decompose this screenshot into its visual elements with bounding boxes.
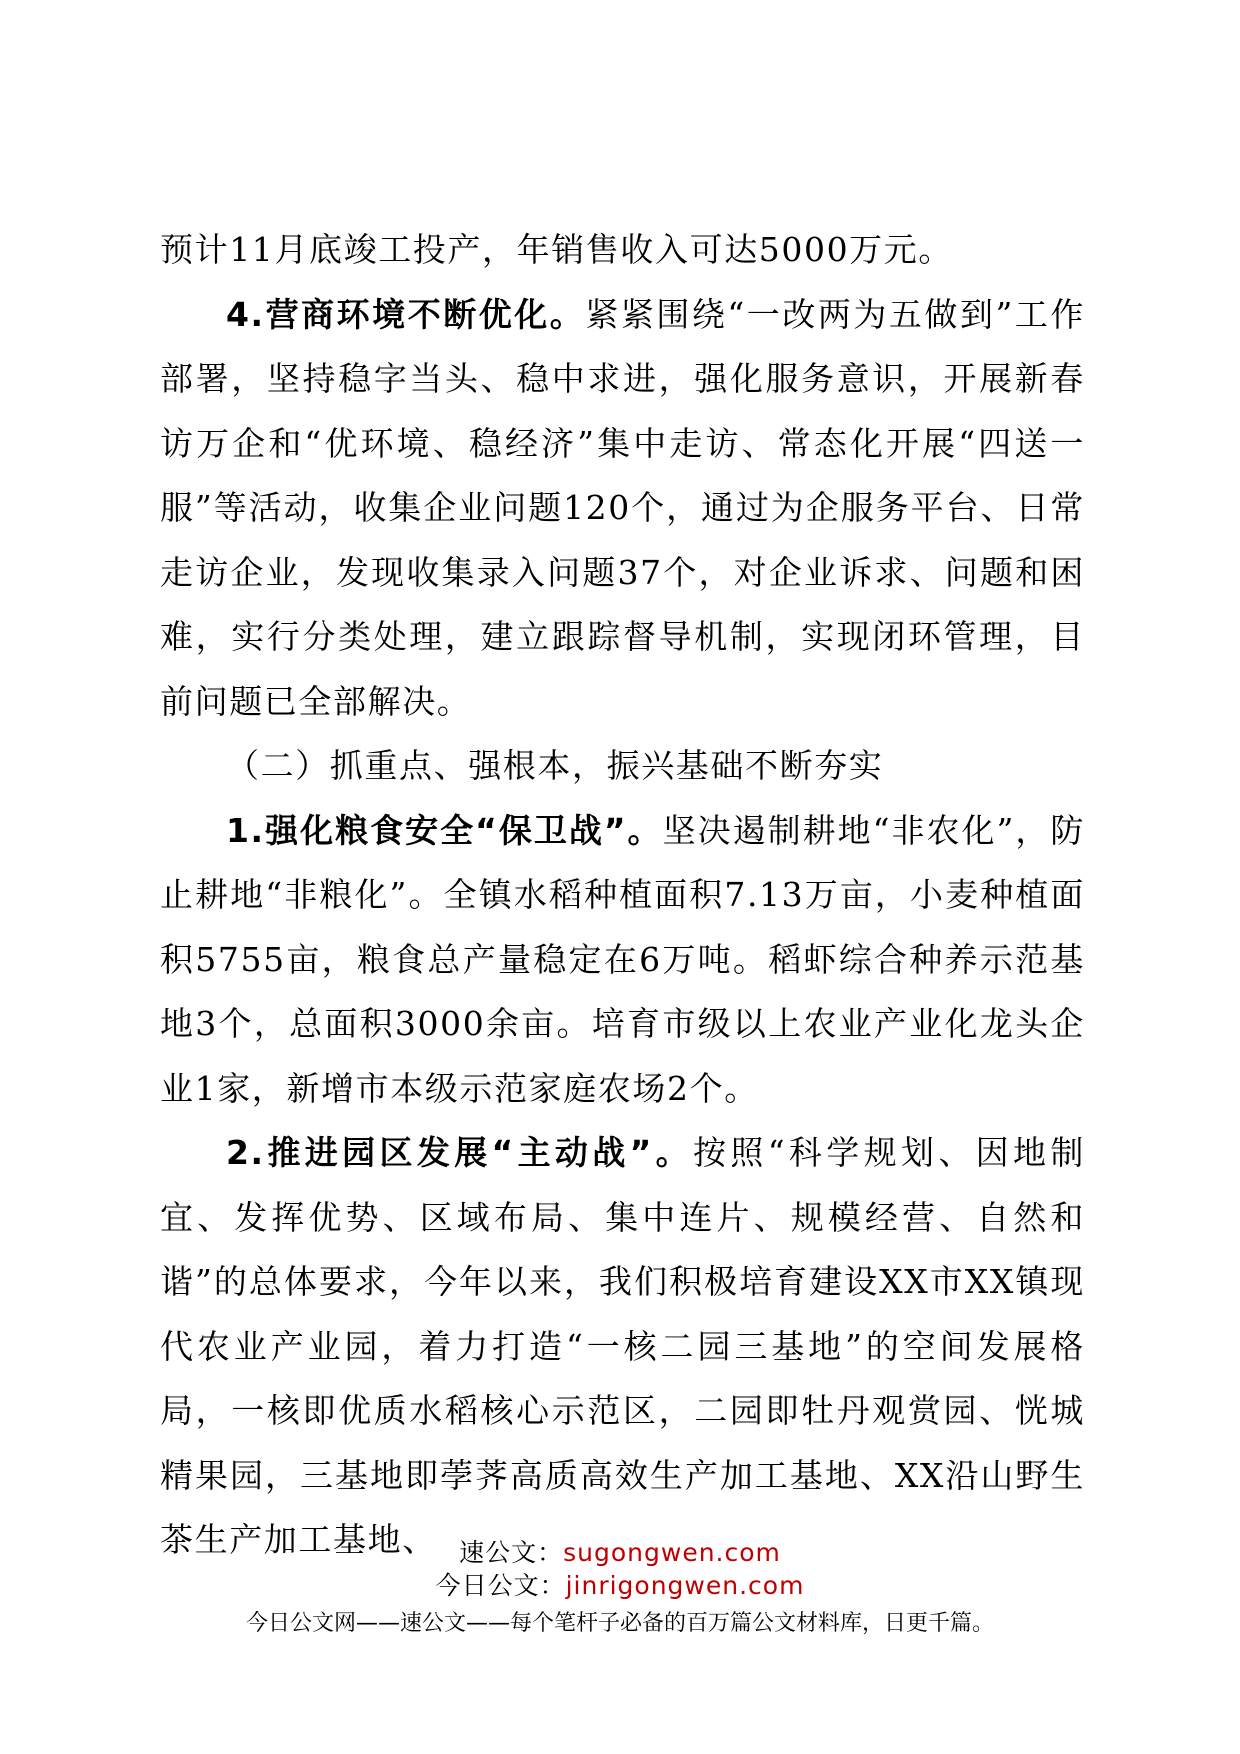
paragraph-text: 紧紧围绕“一改两为五做到”工作部署，坚持稳字当头、稳中求进，强化服务意识，开展新春访万企和“优环境、稳经济”集中走访、常态化开展“四送一服”等活动，收集企业问题120个，通过为企服务平台、日常走访企业，发现收集录入问题37个，对企业诉求、问题和困难，实行分类处理，建立跟踪督导机制，实现闭环管理，目前问题已全部解决。: [160, 294, 1085, 721]
footer-slogan: 今日公文网——速公文——每个笔杆子必备的百万篇公文材料库，日更千篇。: [245, 1611, 994, 1636]
paragraph-text: 预计11月底竣工投产，年销售收入可达5000万元。: [160, 230, 953, 269]
document-body: [160, 218, 1085, 1573]
watermark-footer: [0, 1536, 1240, 1642]
footer-label: 今日公文：: [435, 1571, 566, 1600]
paragraph-text: 按照“科学规划、因地制宜、发挥优势、区域布局、集中连片、规模经营、自然和谐”的总体要求，今年以来，我们积极培育建设XX市XX镇现代农业产业园，着力打造“一核二园三基地”的空间发展格局，一核即优质水稻核心示范区，二园即牡丹观赏园、恍城精果园，三基地即荸荠高质高效生产加工基地、XX沿山野生茶生产加工基地、: [160, 1133, 1085, 1559]
footer-link-sugongwen[interactable]: sugongwen.com: [563, 1538, 781, 1567]
paragraph-business-environment: [160, 283, 1085, 735]
paragraph-food-security: [160, 799, 1085, 1122]
paragraph-park-development: [160, 1121, 1085, 1573]
paragraph-text: 坚决遏制耕地“非农化”，防止耕地“非粮化”。全镇水稻种植面积7.13万亩，小麦种植面积5755亩，粮食总产量稳定在6万吨。稻虾综合种养示范基地3个，总面积3000余亩。培育市级以上农业产业化龙头企业1家，新增市本级示范家庭农场2个。: [160, 810, 1086, 1108]
paragraph-continuation: [160, 218, 1085, 283]
paragraph-heading: 1.强化粮食安全“保卫战”。: [226, 810, 663, 850]
paragraph-heading: 4.营商环境不断优化。: [226, 294, 586, 334]
footer-link-jinrigongwen[interactable]: jinrigongwen.com: [565, 1571, 805, 1600]
footer-line-sugongwen: [0, 1536, 1240, 1569]
footer-line-jinrigongwen: [0, 1569, 1240, 1602]
paragraph-heading: 2.推进园区发展“主动战”。: [226, 1133, 694, 1172]
subheading-text: （二）抓重点、强根本，振兴基础不断夯实: [226, 746, 884, 785]
section-subheading: [160, 734, 1085, 799]
footer-label: 速公文：: [459, 1538, 564, 1567]
